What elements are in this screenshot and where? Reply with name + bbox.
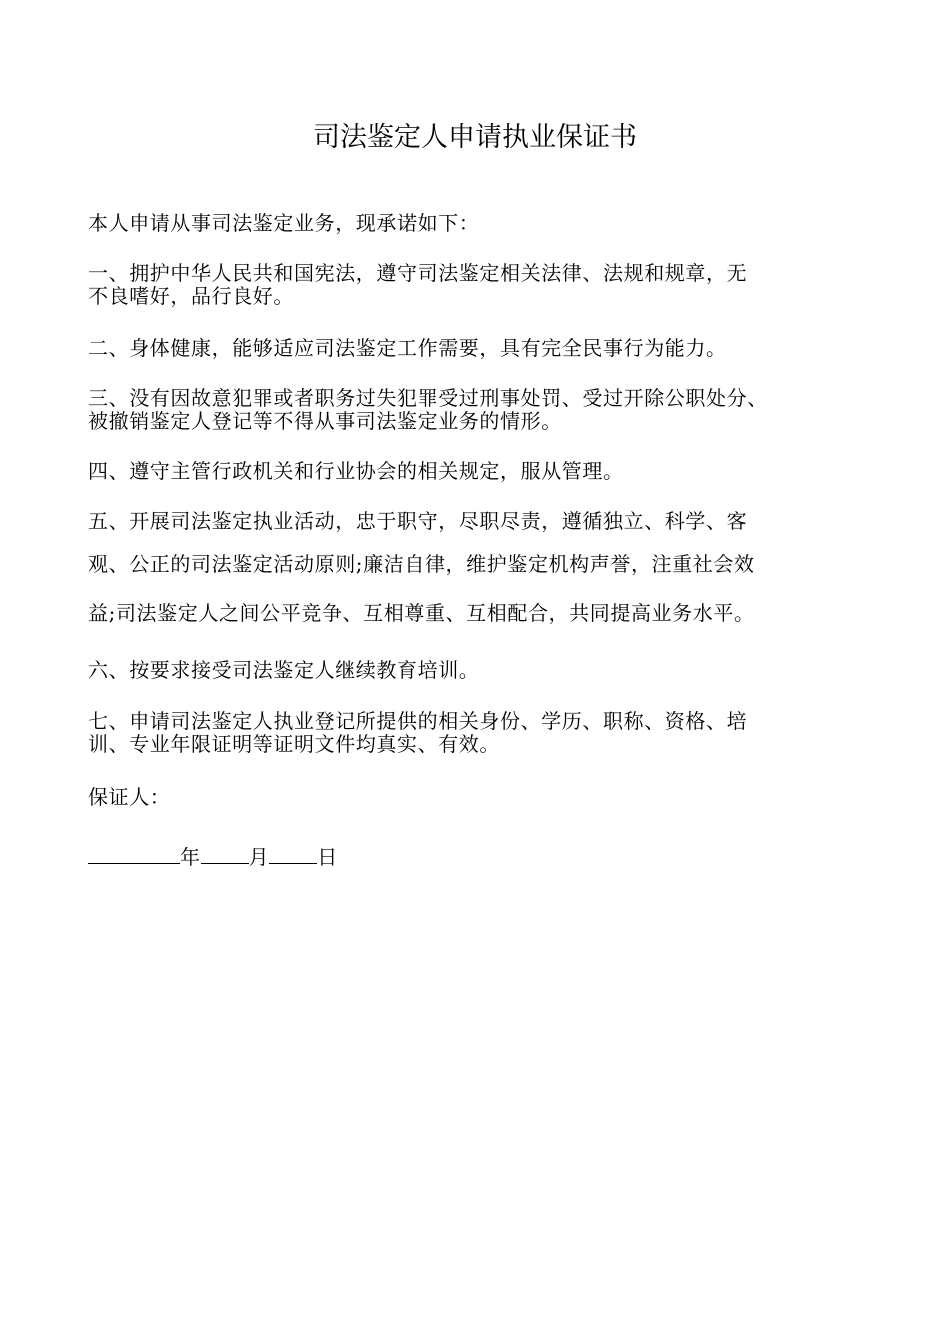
item-4-paragraph — [88, 460, 878, 483]
item-7-line-2: 训、专业年限证明等证明文件均真实、有效。 — [88, 732, 500, 756]
item-7-paragraph — [88, 710, 878, 756]
item-6-paragraph — [88, 659, 878, 682]
guarantor-line — [88, 786, 878, 809]
day-label: 日 — [317, 845, 338, 869]
intro-line: 本人申请从事司法鉴定业务，现承诺如下： — [88, 211, 480, 235]
year-label: 年 — [180, 845, 201, 869]
item-3-line-2: 被撤销鉴定人登记等不得从事司法鉴定业务的情形。 — [88, 409, 562, 433]
item-5-line-3: 益;司法鉴定人之间公平竞争、互相尊重、互相配合，共同提高业务水平。 — [88, 601, 755, 625]
item-5-line-2: 观、公正的司法鉴定活动原则;廉洁自律，维护鉴定机构声誉，注重社会效 — [88, 552, 755, 576]
item-4-line-1: 四、遵守主管行政机关和行业协会的相关规定，服从管理。 — [88, 459, 624, 483]
intro-paragraph — [88, 212, 878, 235]
item-2-line-1: 二、身体健康，能够适应司法鉴定工作需要，具有完全民事行为能力。 — [88, 336, 727, 360]
item-1-line-2: 不良嗜好，品行良好。 — [88, 284, 294, 308]
item-2-paragraph — [88, 337, 878, 360]
date-line — [88, 845, 878, 869]
document-title: 司法鉴定人申请执业保证书 — [313, 122, 637, 153]
item-3-line-1: 三、没有因故意犯罪或者职务过失犯罪受过刑事处罚、受过开除公职处分、 — [88, 386, 768, 410]
item-5-paragraph — [88, 500, 878, 635]
item-1-line-1: 一、拥护中华人民共和国宪法，遵守司法鉴定相关法律、法规和规章，无 — [88, 261, 748, 285]
item-6-line-1: 六、按要求接受司法鉴定人继续教育培训。 — [88, 658, 480, 682]
item-7-line-1: 七、申请司法鉴定人执业登记所提供的相关身份、学历、职称、资格、培 — [88, 709, 748, 733]
item-3-paragraph — [88, 387, 878, 433]
month-blank — [201, 845, 249, 864]
year-blank — [88, 845, 180, 864]
day-blank — [269, 845, 317, 864]
month-label: 月 — [248, 845, 270, 869]
guarantor-label: 保证人： — [88, 785, 171, 809]
item-1-paragraph — [88, 262, 878, 308]
item-5-line-1: 五、开展司法鉴定执业活动，忠于职守，尽职尽责，遵循独立、科学、客 — [88, 509, 748, 533]
